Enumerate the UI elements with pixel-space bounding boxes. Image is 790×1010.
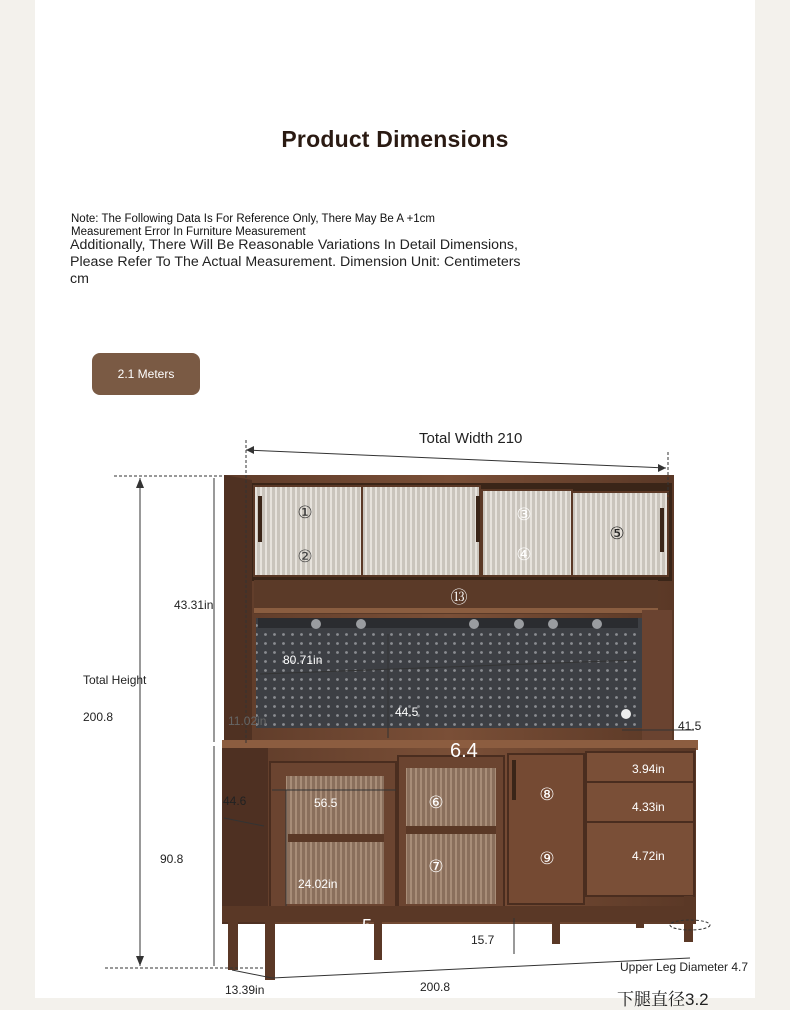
total-height-label: Total Height <box>83 673 147 687</box>
marker-3: ③ <box>516 505 532 524</box>
marker-13: ⑬ <box>450 588 468 607</box>
panel-width-label: 80.71in <box>283 653 323 667</box>
variation-note: Additionally, There Will Be Reasonable Variations In Detail Dimensions, Please Refer To The Actual Measurement. Dimension Unit: Centimeters cm <box>70 237 521 287</box>
upper-door-2 <box>362 486 480 576</box>
leg-clearance-label: 15.7 <box>471 933 495 947</box>
leg <box>374 920 382 960</box>
marker-7: ⑦ <box>428 857 444 876</box>
marker-8: ⑧ <box>539 785 555 804</box>
marker-9: ⑨ <box>539 849 555 868</box>
upper-depth-label: 41.5 <box>678 719 702 733</box>
counter-thickness-label: 6.4 <box>450 740 478 762</box>
pegboard <box>256 618 642 728</box>
hutch-side <box>224 475 252 745</box>
marker-2: ② <box>297 547 313 566</box>
marker-4: ④ <box>516 545 532 564</box>
leg <box>552 916 560 944</box>
marker-6: ⑥ <box>428 793 444 812</box>
bottom-width-label: 200.8 <box>420 980 451 994</box>
reference-note: Note: The Following Data Is For Reference Only, There May Be A +1cm Measurement Error In Furniture Measurement <box>71 213 436 238</box>
leg <box>228 920 238 970</box>
door-width-label: 56.5 <box>314 796 338 810</box>
lower-height-label: 90.8 <box>160 852 184 866</box>
drawer-2-label: 4.33in <box>632 800 665 814</box>
upper-leg-diameter-label: Upper Leg Diameter 4.7 <box>620 960 749 974</box>
total-height-value: 200.8 <box>83 710 114 724</box>
marker-5: ⑤ <box>609 524 625 543</box>
drawer-3-label: 4.72in <box>632 849 665 863</box>
wood-door <box>508 754 584 904</box>
leg <box>636 906 644 928</box>
total-width-label: Total Width 210 <box>419 430 523 447</box>
page-title: Product Dimensions <box>281 126 509 152</box>
panel-gap-label: 11.02in <box>228 714 267 728</box>
lower-depth-label: 44.6 <box>223 794 247 808</box>
leg <box>265 920 275 980</box>
leg <box>684 896 693 942</box>
lower-leg-diameter-label: 下腿直径3.2 <box>617 990 709 1009</box>
panel-height-label: 44.5 <box>395 705 419 719</box>
leg-height-label: 13.39in <box>225 983 265 997</box>
drawer-1-label: 3.94in <box>632 762 665 776</box>
size-badge[interactable]: 2.1 Meters <box>92 353 200 395</box>
base-thickness-label: 5 <box>362 916 373 936</box>
marker-1: ① <box>297 503 313 522</box>
upper-height-label: 43.31in <box>174 598 214 612</box>
door-height-label: 24.02in <box>298 877 338 891</box>
